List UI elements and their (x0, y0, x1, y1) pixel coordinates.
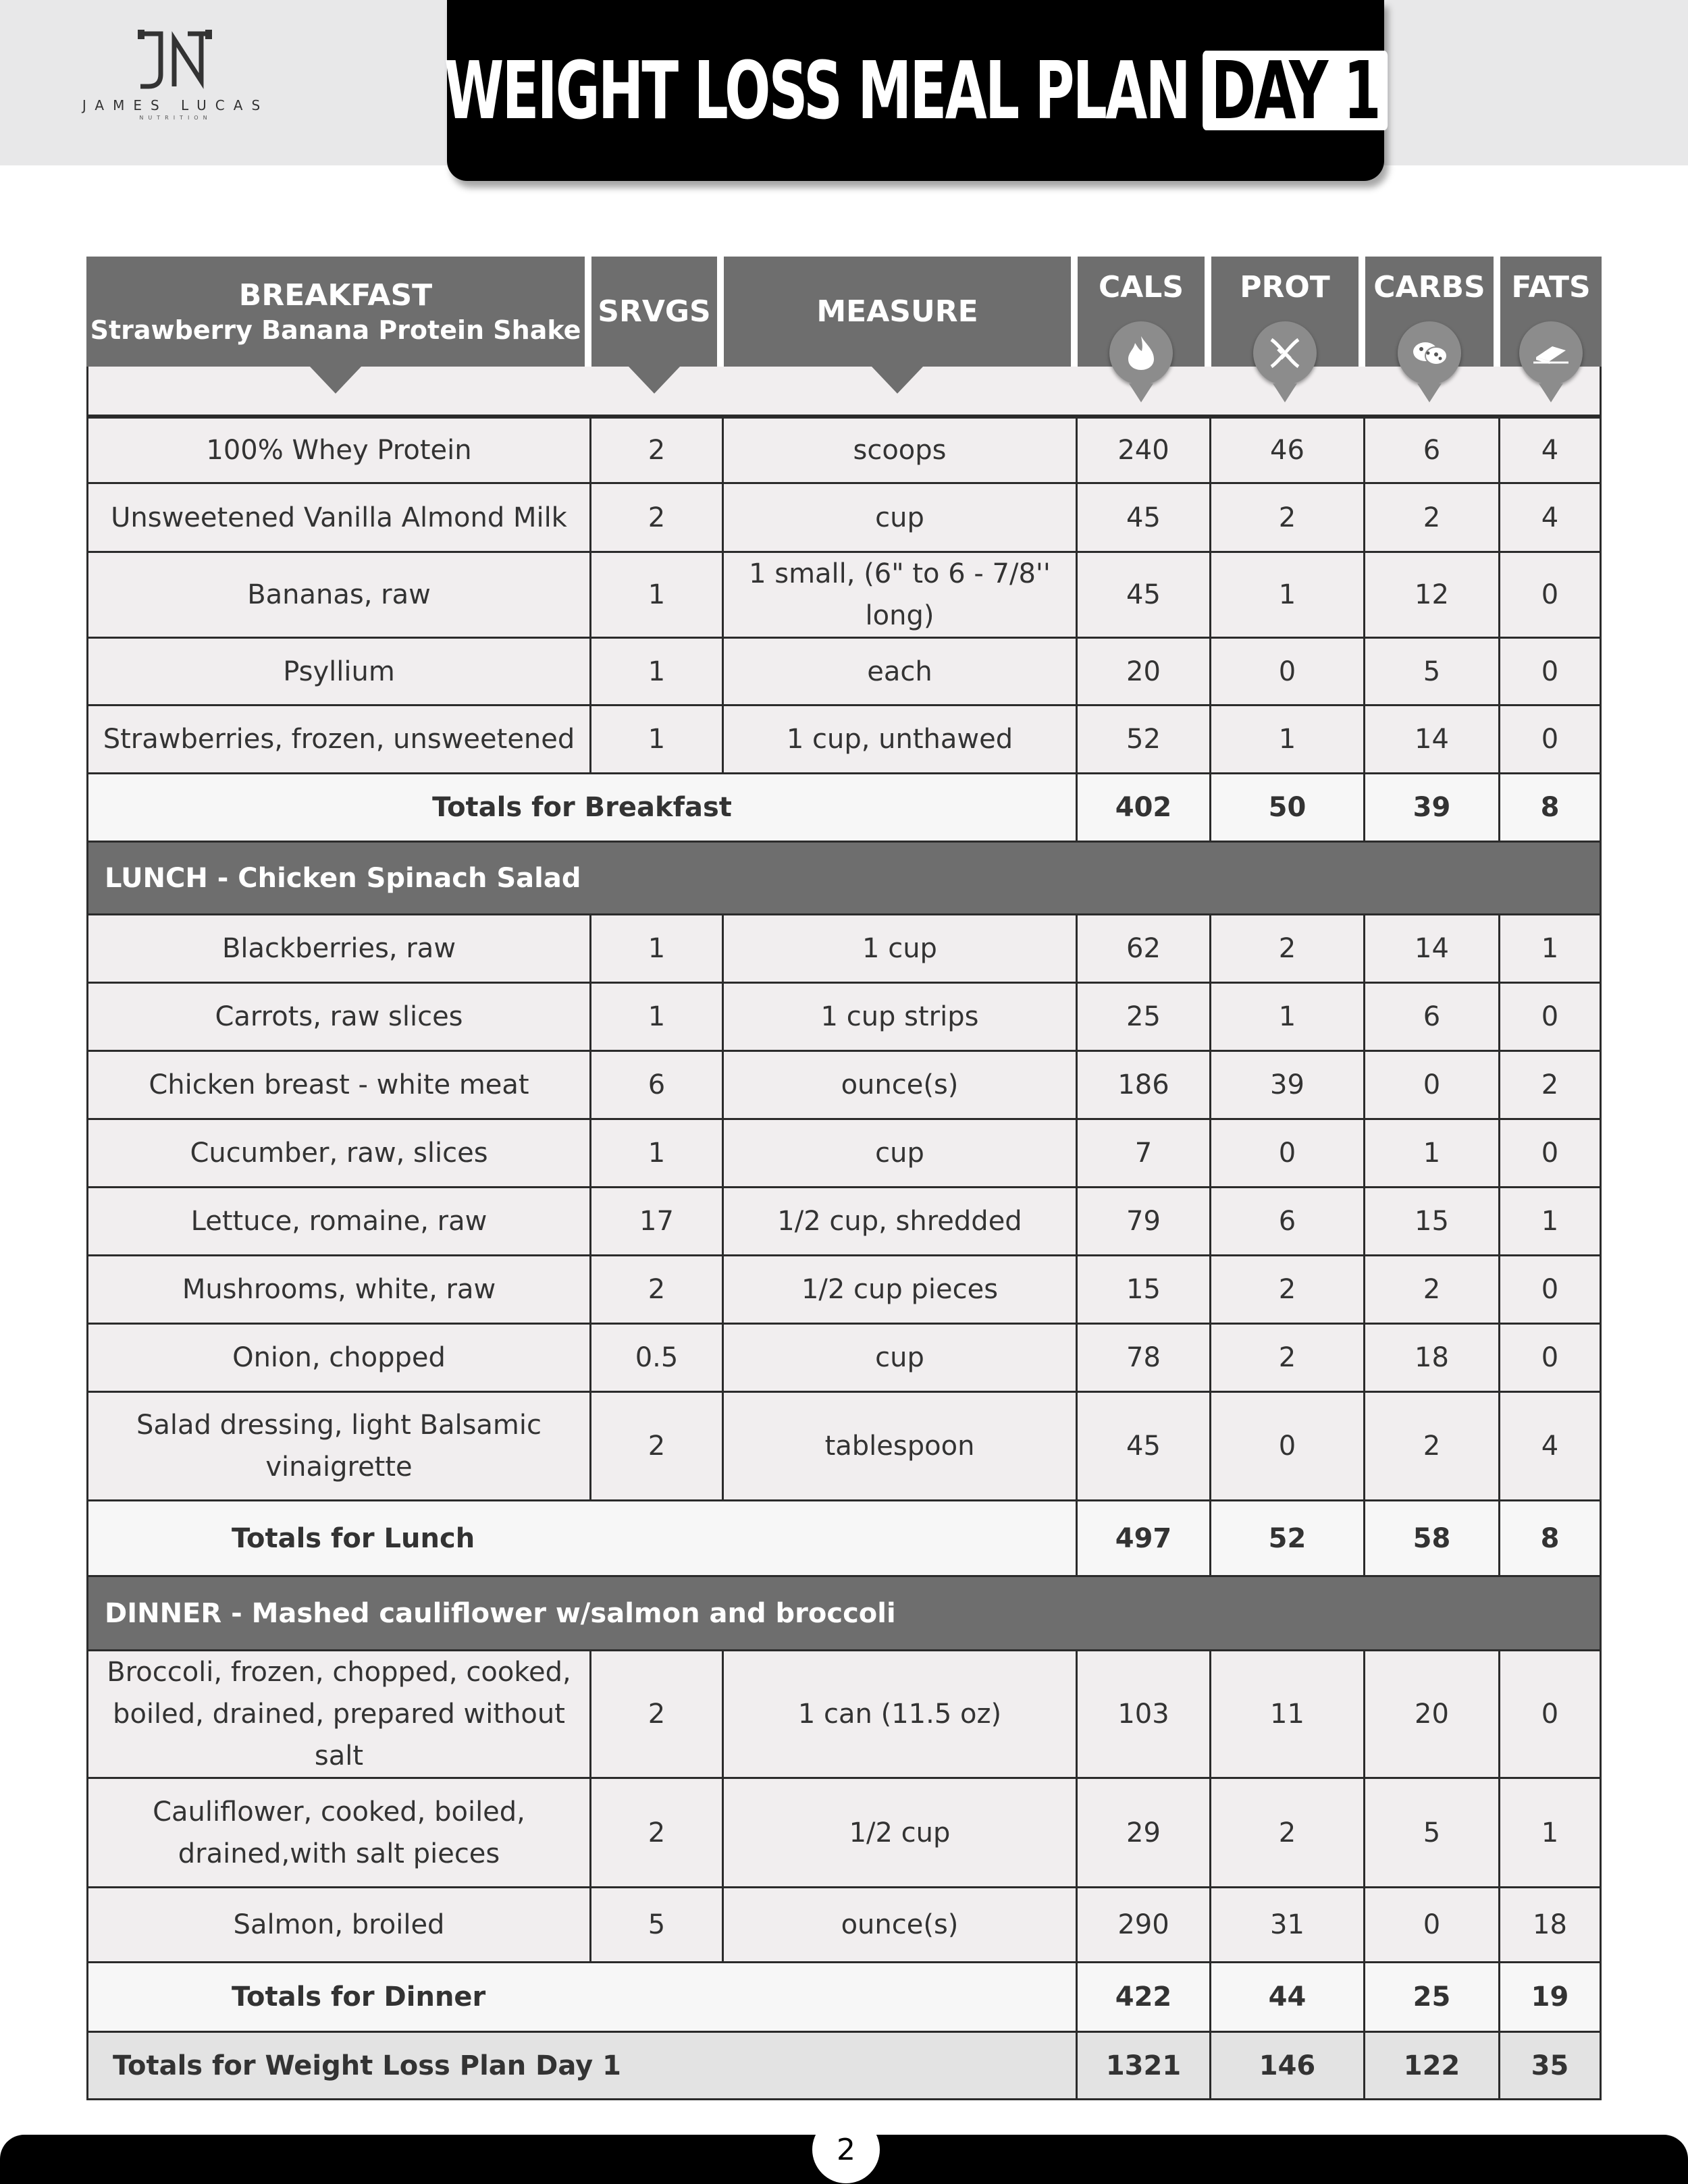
table-row (86, 553, 1602, 639)
calories-cell: 45 (1078, 1393, 1211, 1501)
protein-cell: 2 (1211, 1779, 1365, 1888)
carbs-cell: 12 (1365, 553, 1500, 639)
protein-cell: 31 (1211, 1888, 1365, 1963)
food-name: Cucumber, raw, slices (86, 1120, 591, 1188)
measure-cell: 1/2 cup, shredded (724, 1188, 1078, 1256)
column-header-breakfast: BREAKFAST Strawberry Banana Protein Shake (86, 257, 591, 367)
fats-cell: 4 (1500, 484, 1602, 553)
food-name: Cauliflower, cooked, boiled, drained,with salt pieces (86, 1779, 591, 1888)
fats-cell: 0 (1500, 1325, 1602, 1393)
dna-icon (1253, 321, 1317, 385)
protein-cell: 0 (1211, 1120, 1365, 1188)
total-fats: 8 (1500, 774, 1602, 843)
carbs-cell: 2 (1365, 1256, 1500, 1325)
total-calories: 1321 (1078, 2033, 1211, 2100)
servings-cell: 2 (591, 1393, 724, 1501)
measure-cell: scoops (724, 417, 1078, 484)
flame-icon (1109, 321, 1173, 385)
meal-plan-table (86, 257, 1602, 2100)
protein-cell: 1 (1211, 706, 1365, 774)
calories-cell: 15 (1078, 1256, 1211, 1325)
servings-cell: 2 (591, 484, 724, 553)
fats-cell: 18 (1500, 1888, 1602, 1963)
breakfast-meal-name: Strawberry Banana Protein Shake (90, 315, 581, 345)
table-row (86, 1651, 1602, 1779)
servings-cell: 2 (591, 1256, 724, 1325)
carbs-cell: 6 (1365, 984, 1500, 1052)
brand-name: JAMES LUCAS (82, 97, 269, 113)
food-name: Unsweetened Vanilla Almond Milk (86, 484, 591, 553)
calories-cell: 20 (1078, 639, 1211, 706)
table-row (86, 484, 1602, 553)
total-label: Totals for Lunch (86, 1501, 1078, 1577)
cookie-icon (1398, 321, 1461, 385)
title-main: WEIGHT LOSS MEAL PLAN (444, 44, 1189, 137)
meal-section-title: LUNCH - Chicken Spinach Salad (86, 843, 1602, 915)
total-carbs: 58 (1365, 1501, 1500, 1577)
measure-cell: 1/2 cup (724, 1779, 1078, 1888)
meal-section-header (86, 843, 1602, 915)
protein-cell: 0 (1211, 1393, 1365, 1501)
measure-cell: cup (724, 484, 1078, 553)
title-banner (444, 0, 1384, 181)
servings-cell: 17 (591, 1188, 724, 1256)
total-carbs: 122 (1365, 2033, 1500, 2100)
measure-cell: 1 cup strips (724, 984, 1078, 1052)
fats-cell: 1 (1500, 915, 1602, 984)
carbs-cell: 14 (1365, 706, 1500, 774)
servings-cell: 1 (591, 1120, 724, 1188)
food-name: Lettuce, romaine, raw (86, 1188, 591, 1256)
food-name: Onion, chopped (86, 1325, 591, 1393)
servings-cell: 2 (591, 1651, 724, 1779)
total-row (86, 1963, 1602, 2033)
total-fats: 19 (1500, 1963, 1602, 2033)
protein-cell: 2 (1211, 1325, 1365, 1393)
calories-cell: 79 (1078, 1188, 1211, 1256)
measure-cell: each (724, 639, 1078, 706)
grand-total-row (86, 2033, 1602, 2100)
servings-cell: 1 (591, 984, 724, 1052)
calories-cell: 103 (1078, 1651, 1211, 1779)
fats-cell: 0 (1500, 984, 1602, 1052)
table-row (86, 639, 1602, 706)
fats-cell: 0 (1500, 553, 1602, 639)
total-fats: 35 (1500, 2033, 1602, 2100)
table-row (86, 1052, 1602, 1120)
table-row (86, 984, 1602, 1052)
total-carbs: 25 (1365, 1963, 1500, 2033)
measure-cell: cup (724, 1120, 1078, 1188)
servings-cell: 2 (591, 417, 724, 484)
butter-icon (1519, 321, 1583, 385)
food-name: Bananas, raw (86, 553, 591, 639)
table-row (86, 1888, 1602, 1963)
food-name: Mushrooms, white, raw (86, 1256, 591, 1325)
total-protein: 50 (1211, 774, 1365, 843)
protein-cell: 11 (1211, 1651, 1365, 1779)
servings-cell: 0.5 (591, 1325, 724, 1393)
fats-cell: 4 (1500, 417, 1602, 484)
total-fats: 8 (1500, 1501, 1602, 1577)
measure-cell: 1 cup (724, 915, 1078, 984)
fats-cell: 2 (1500, 1052, 1602, 1120)
carbs-cell: 5 (1365, 639, 1500, 706)
table-row (86, 915, 1602, 984)
carbs-cell: 14 (1365, 915, 1500, 984)
total-protein: 146 (1211, 2033, 1365, 2100)
food-name: Carrots, raw slices (86, 984, 591, 1052)
column-header-servings: SRVGS (591, 257, 724, 367)
measure-cell: ounce(s) (724, 1052, 1078, 1120)
food-name: 100% Whey Protein (86, 417, 591, 484)
table-row (86, 417, 1602, 484)
table-row (86, 706, 1602, 774)
protein-cell: 2 (1211, 915, 1365, 984)
fats-cell: 4 (1500, 1393, 1602, 1501)
table-row (86, 1393, 1602, 1501)
column-header-fats: FATS (1500, 257, 1602, 367)
protein-cell: 1 (1211, 984, 1365, 1052)
column-header-measure: MEASURE (724, 257, 1078, 367)
page-title (444, 44, 1387, 137)
calories-cell: 240 (1078, 417, 1211, 484)
measure-cell: tablespoon (724, 1393, 1078, 1501)
servings-cell: 1 (591, 553, 724, 639)
fats-cell: 0 (1500, 1651, 1602, 1779)
servings-cell: 2 (591, 1779, 724, 1888)
table-row (86, 1325, 1602, 1393)
fats-cell: 1 (1500, 1188, 1602, 1256)
total-calories: 422 (1078, 1963, 1211, 2033)
protein-cell: 6 (1211, 1188, 1365, 1256)
measure-cell: 1 small, (6" to 6 - 7/8'' long) (724, 553, 1078, 639)
column-header-carbs: CARBS (1365, 257, 1500, 367)
calories-cell: 186 (1078, 1052, 1211, 1120)
protein-cell: 46 (1211, 417, 1365, 484)
calories-cell: 52 (1078, 706, 1211, 774)
carbs-cell: 18 (1365, 1325, 1500, 1393)
food-name: Blackberries, raw (86, 915, 591, 984)
column-header-calories: CALS (1078, 257, 1211, 367)
total-protein: 44 (1211, 1963, 1365, 2033)
total-label: Totals for Dinner (86, 1963, 1078, 2033)
calories-cell: 29 (1078, 1779, 1211, 1888)
carbs-cell: 6 (1365, 417, 1500, 484)
servings-cell: 1 (591, 915, 724, 984)
fats-cell: 0 (1500, 639, 1602, 706)
measure-cell: 1/2 cup pieces (724, 1256, 1078, 1325)
fats-cell: 1 (1500, 1779, 1602, 1888)
total-calories: 402 (1078, 774, 1211, 843)
total-calories: 497 (1078, 1501, 1211, 1577)
page-number: 2 (812, 2116, 880, 2183)
carbs-cell: 1 (1365, 1120, 1500, 1188)
carbs-cell: 20 (1365, 1651, 1500, 1779)
table-row (86, 1779, 1602, 1888)
calories-cell: 25 (1078, 984, 1211, 1052)
measure-cell: ounce(s) (724, 1888, 1078, 1963)
total-row (86, 774, 1602, 843)
brand-subtitle: NUTRITION (139, 115, 212, 121)
logo-mark-icon (128, 27, 223, 95)
protein-cell: 2 (1211, 484, 1365, 553)
total-row (86, 1501, 1602, 1577)
carbs-cell: 2 (1365, 1393, 1500, 1501)
protein-cell: 1 (1211, 553, 1365, 639)
table-row (86, 1256, 1602, 1325)
total-label: Totals for Breakfast (86, 774, 1078, 843)
total-protein: 52 (1211, 1501, 1365, 1577)
measure-cell: 1 can (11.5 oz) (724, 1651, 1078, 1779)
fats-cell: 0 (1500, 706, 1602, 774)
table-row (86, 1188, 1602, 1256)
food-name: Broccoli, frozen, chopped, cooked, boiled, drained, prepared without salt (86, 1651, 591, 1779)
brand-logo (74, 27, 277, 142)
protein-cell: 39 (1211, 1052, 1365, 1120)
table-row (86, 1120, 1602, 1188)
fats-cell: 0 (1500, 1120, 1602, 1188)
carbs-cell: 0 (1365, 1888, 1500, 1963)
servings-cell: 1 (591, 706, 724, 774)
meal-section-title: DINNER - Mashed cauliflower w/salmon and broccoli (86, 1577, 1602, 1651)
column-header-protein: PROT (1211, 257, 1365, 367)
food-name: Psyllium (86, 639, 591, 706)
food-name: Salmon, broiled (86, 1888, 591, 1963)
food-name: Strawberries, frozen, unsweetened (86, 706, 591, 774)
calories-cell: 78 (1078, 1325, 1211, 1393)
servings-cell: 6 (591, 1052, 724, 1120)
calories-cell: 7 (1078, 1120, 1211, 1188)
calories-cell: 45 (1078, 553, 1211, 639)
meal-section-header (86, 1577, 1602, 1651)
carbs-cell: 5 (1365, 1779, 1500, 1888)
calories-cell: 290 (1078, 1888, 1211, 1963)
food-name: Salad dressing, light Balsamic vinaigrette (86, 1393, 591, 1501)
total-carbs: 39 (1365, 774, 1500, 843)
measure-cell: 1 cup, unthawed (724, 706, 1078, 774)
protein-cell: 2 (1211, 1256, 1365, 1325)
fats-cell: 0 (1500, 1256, 1602, 1325)
food-name: Chicken breast - white meat (86, 1052, 591, 1120)
carbs-cell: 0 (1365, 1052, 1500, 1120)
protein-cell: 0 (1211, 639, 1365, 706)
total-label: Totals for Weight Loss Plan Day 1 (86, 2033, 1078, 2100)
calories-cell: 45 (1078, 484, 1211, 553)
measure-cell: cup (724, 1325, 1078, 1393)
title-day-badge: DAY 1 (1203, 51, 1388, 130)
calories-cell: 62 (1078, 915, 1211, 984)
carbs-cell: 15 (1365, 1188, 1500, 1256)
servings-cell: 5 (591, 1888, 724, 1963)
servings-cell: 1 (591, 639, 724, 706)
carbs-cell: 2 (1365, 484, 1500, 553)
